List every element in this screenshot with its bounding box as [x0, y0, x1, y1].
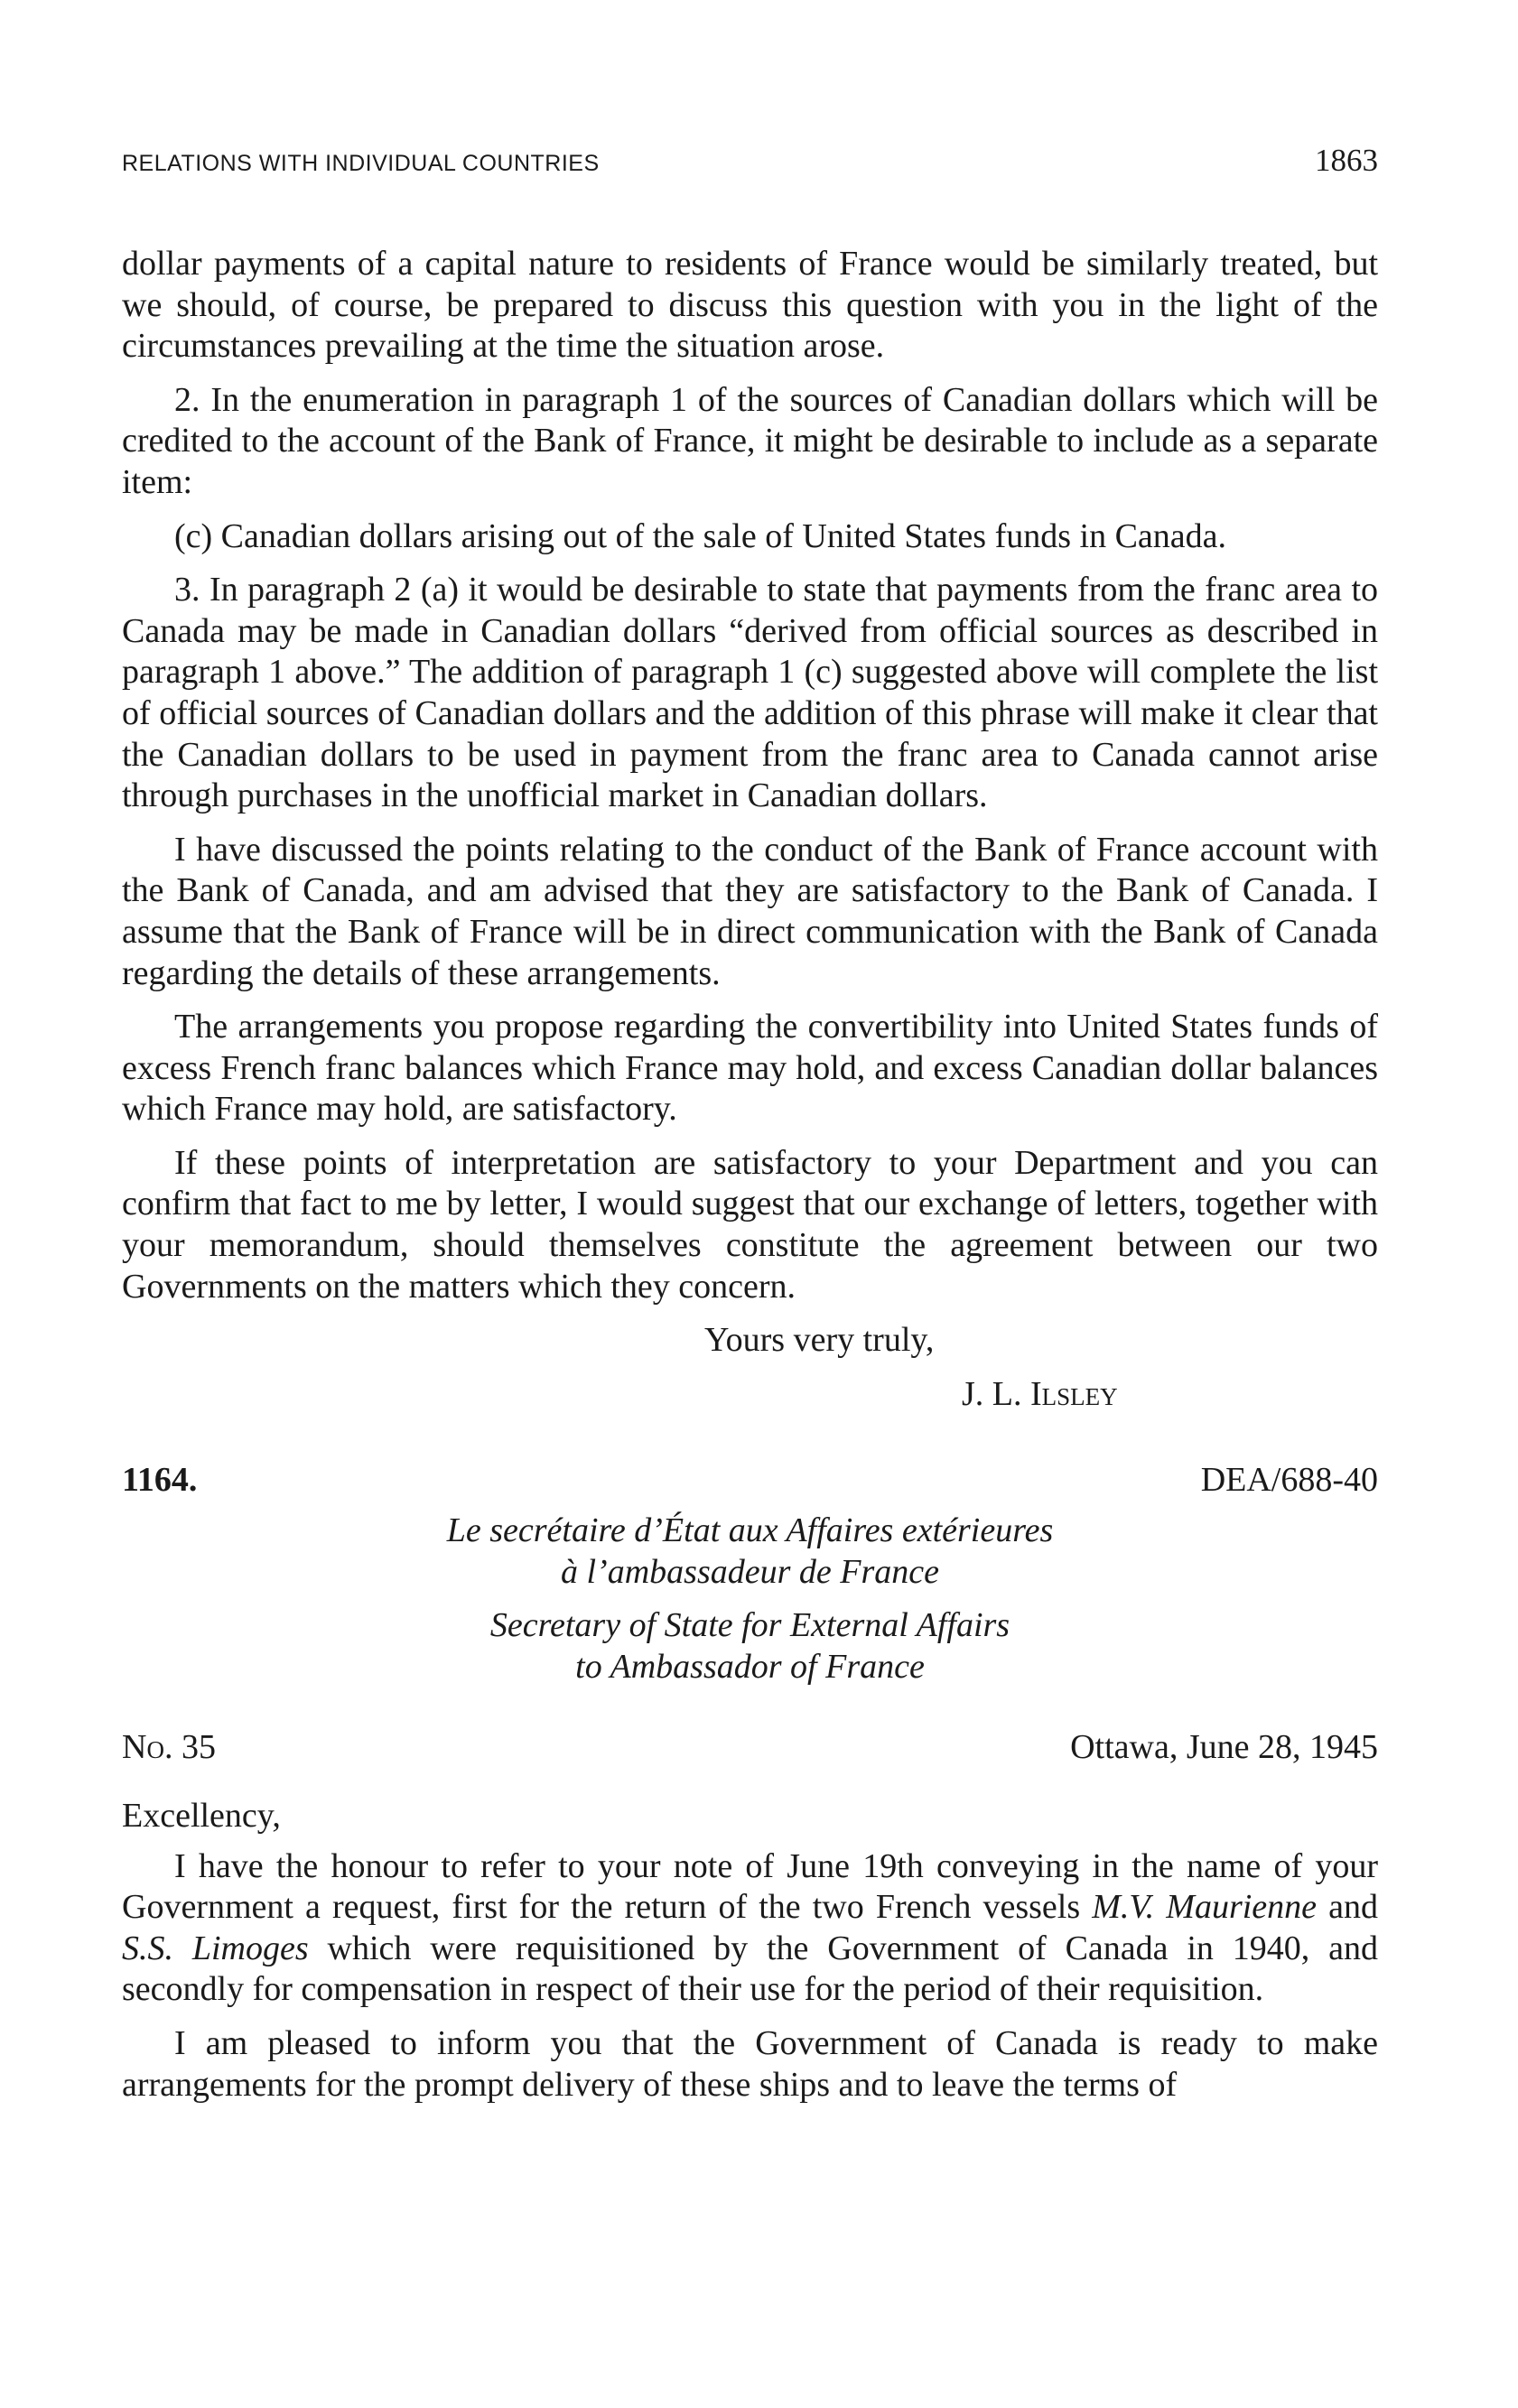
letter-meta — [122, 1727, 1378, 1769]
title-french — [122, 1511, 1378, 1593]
letter-paragraph-3: 3. In paragraph 2 (a) it would be desirable to state that payments from the franc area to Canada may be made in Canadian dollars “derived from official sources as described in paragraph 1 above.” The addition of paragraph 1 (c) suggested above will complete the list of official sources of Canadian dollars and the addition of this phrase will make it clear that the Canadian dollars to be used in payment from the franc area to Canada cannot arise through purchases in the unofficial market in Canadian dollars. — [122, 571, 1378, 815]
ship-name-maurienne: M.V. Maurienne — [1092, 1888, 1318, 1927]
letter-paragraph-continued: dollar payments of a capital nature to residents of France would be similarly treated, but we should, of course, be prepared to discuss this question with you in the light of the circumstances prevailing at the time the situation arose. — [122, 245, 1378, 366]
title-english-line-2: to Ambassador of France — [575, 1647, 925, 1686]
document-number: 1164. — [122, 1461, 198, 1500]
title-french-line-1: Le secrétaire d’État aux Affaires extérieures — [446, 1511, 1054, 1550]
letter-paragraph-4: I have discussed the points relating to the conduct of the Bank of France account with the Bank of Canada, and am advised that they are satisfactory to the Bank of Canada. I assume that the Bank of France will be in direct communication with the Bank of Canada regarding the details of these arrangements. — [122, 830, 1378, 992]
page-number: 1863 — [1315, 143, 1378, 178]
letter-paragraph-5: The arrangements you propose regarding the convertibility into United States funds of excess French franc balances which France may hold, and excess Canadian dollar balances which France may hold, are satisfactory. — [122, 1008, 1378, 1129]
letter-paragraph-2c: (c) Canadian dollars arising out of the sale of United States funds in Canada. — [174, 516, 1227, 555]
title-french-line-2: à l’ambassadeur de France — [561, 1552, 939, 1591]
document-paragraph-2: I am pleased to inform you that the Government of Canada is ready to make arrangements for the prompt delivery of these ships and to leave the terms of — [122, 2023, 1378, 2104]
place-date: Ottawa, June 28, 1945 — [1070, 1728, 1378, 1767]
page-body — [122, 244, 1378, 2118]
paragraph-1-text-a: I have the honour to refer to your note of June 19th conveying in the name of your Government a request, first for the return of the two French vessels — [122, 1846, 1378, 1927]
document-titles — [122, 1511, 1378, 1687]
letter-number: No. 35 — [122, 1728, 216, 1767]
running-title: RELATIONS WITH INDIVIDUAL COUNTRIES — [122, 151, 600, 176]
letter-paragraph-6: If these points of interpretation are satisfactory to your Department and you can confirm that fact to me by letter, I would suggest that our exchange of letters, together with your memorandum, should themselves constitute the agreement between our two Governments on the matters which they concern. — [122, 1143, 1378, 1306]
paragraph-1-text-b: which were requisitioned by the Government of Canada in 1940, and secondly for compensation in respect of their use for the period of their requisition. — [122, 1929, 1378, 2009]
title-english-line-1: Secretary of State for External Affairs — [489, 1606, 1010, 1645]
title-english — [122, 1605, 1378, 1687]
conjunction: and — [1328, 1888, 1379, 1927]
document-reference: DEA/688-40 — [1200, 1461, 1378, 1500]
letter-signature: J. L. Ilsley — [962, 1374, 1118, 1413]
salutation: Excellency, — [122, 1797, 281, 1835]
document-paragraph-1 — [122, 1846, 1378, 2011]
ship-name-limoges: S.S. Limoges — [122, 1929, 309, 1967]
letter-closing: Yours very truly, — [704, 1321, 935, 1360]
document-heading — [122, 1460, 1378, 1502]
letter-paragraph-2: 2. In the enumeration in paragraph 1 of the sources of Canadian dollars which will be credited to the account of the Bank of France, it might be desirable to include as a separate item: — [122, 380, 1378, 501]
running-header — [122, 143, 1378, 179]
